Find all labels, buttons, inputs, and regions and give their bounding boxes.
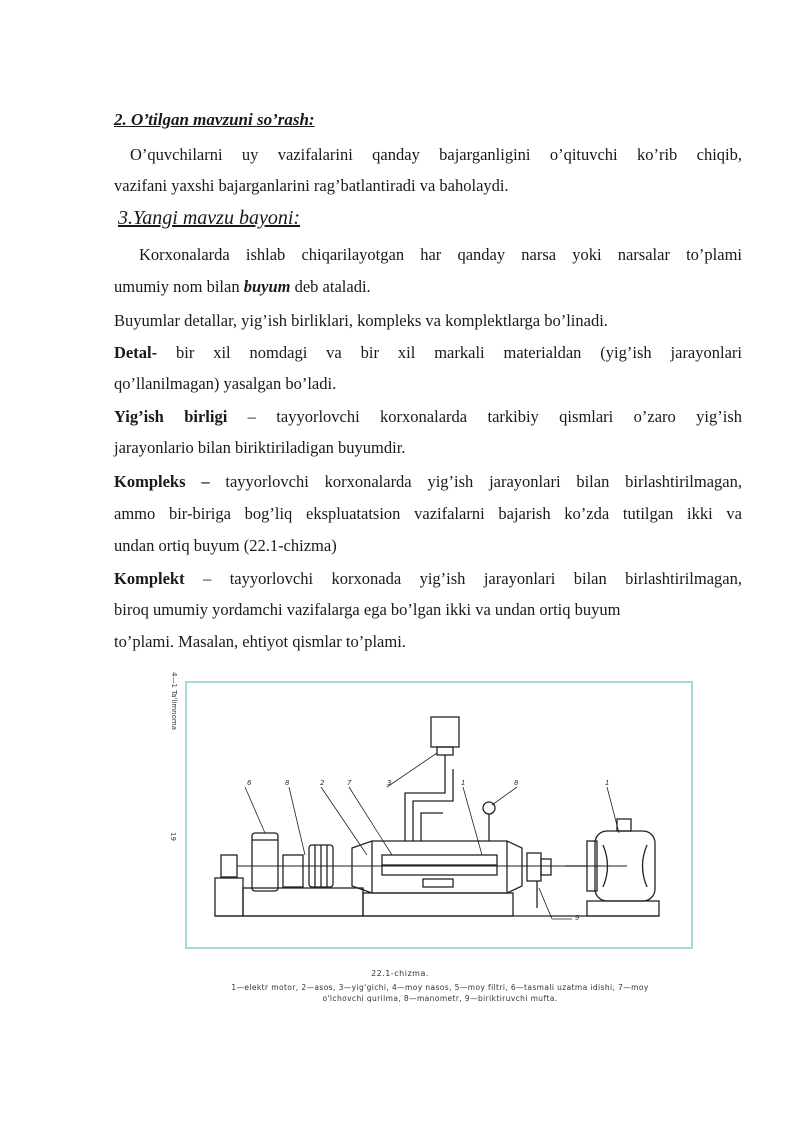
callout-1b: 1 xyxy=(605,779,610,787)
intro-line-1: Korxonalarda ishlab chiqarilayotgan har qanday narsa yoki narsalar to’plami xyxy=(139,245,742,264)
pipe-branch xyxy=(421,813,443,841)
section-3-heading: 3.Yangi mavzu bayoni: xyxy=(118,207,301,229)
figure-caption-line-2: o'lchovchi qurilma, 8—manometr, 9—biriktiruvchi mufta. xyxy=(322,994,558,1003)
top-unit-neck xyxy=(437,747,453,755)
callout-7: 7 xyxy=(347,779,352,787)
term-buyum: buyum xyxy=(243,277,291,296)
base-middle xyxy=(363,893,513,916)
callout-6: 6 xyxy=(247,779,252,787)
top-unit xyxy=(431,717,459,747)
figure-caption-line-1: 1—elektr motor, 2—asos, 3—yig'gichi, 4—moy nasos, 5—moy filtri, 6—tasmali uzatma idishi, 7—moy xyxy=(231,983,649,992)
callout-1a: 1 xyxy=(461,779,466,787)
motor-terminal-box xyxy=(617,819,631,831)
detal-text-1: bir xil nomdagi va bir xil markali materialdan (yig’ish jarayonlari xyxy=(157,343,742,362)
callout-3: 3 xyxy=(387,779,392,787)
yigish-line-1 xyxy=(114,407,742,427)
motor-fin-2 xyxy=(643,845,648,887)
coupling-left xyxy=(221,855,237,877)
leader-8b xyxy=(492,787,517,805)
leader-8a xyxy=(289,787,305,855)
section-2-heading: 2. O’tilgan mavzuni so’rash: xyxy=(114,110,315,129)
pipe-vertical-outer xyxy=(405,769,445,841)
leader-7 xyxy=(349,787,392,855)
yigish-line-2: jarayonlario bilan biriktiriladigan buyumdir. xyxy=(114,438,406,457)
leader-9 xyxy=(539,888,552,919)
callout-2: 2 xyxy=(320,779,325,787)
komplekt-line-1 xyxy=(114,569,742,589)
coupling-hub xyxy=(541,859,551,875)
base-left xyxy=(243,888,363,916)
intro-line-2 xyxy=(114,277,742,297)
left-pedestal xyxy=(215,878,243,916)
term-kompleks: Kompleks – xyxy=(114,472,210,491)
margin-note: 4—1 Ta'limnoma xyxy=(170,672,178,730)
drain-valve xyxy=(423,879,453,887)
bearing-block xyxy=(283,855,303,887)
intro-line-3: Buyumlar detallar, yig’ish birliklari, kompleks va komplektlarga bo’linadi. xyxy=(114,311,608,330)
coupling-right xyxy=(527,853,541,881)
komplekt-line-2: biroq umumiy yordamchi vazifalarga ega bo’lgan ikki va undan ortiq buyum xyxy=(114,600,621,619)
detal-line-1 xyxy=(114,343,742,363)
leader-1b xyxy=(607,787,619,833)
leader-3 xyxy=(387,753,437,787)
term-komplekt: Komplekt xyxy=(114,569,185,588)
margin-page-number: 19 xyxy=(169,832,177,841)
kompleks-line-2: ammo bir-biriga bog’liq ekspluatatsion vazifalarni bajarish ko’zda tutilgan ikki va xyxy=(114,504,742,523)
figure-frame xyxy=(185,681,693,949)
callout-9: 9 xyxy=(575,914,580,922)
callout-8a: 8 xyxy=(285,779,290,787)
kompleks-line-3: undan ortiq buyum (22.1-chizma) xyxy=(114,536,337,555)
yigish-text-1: – tayyorlovchi korxonalarda tarkibiy qismlari o’zaro yig’ish xyxy=(227,407,742,426)
pipe-vertical-inner xyxy=(413,769,453,841)
komplekt-line-3: to’plami. Masalan, ehtiyot qismlar to’plami. xyxy=(114,632,406,651)
term-detal: Detal- xyxy=(114,343,158,362)
term-yigish-birligi: Yig’ish birligi xyxy=(114,407,228,426)
intro-line-2-post: deb ataladi. xyxy=(290,277,371,296)
detal-line-2: qo’llanilmagan) yasalgan bo’ladi. xyxy=(114,374,337,393)
figure-caption-title: 22.1-chizma. xyxy=(371,969,429,978)
kompleks-text-1: tayyorlovchi korxonalarda yig’ish jarayonlari bilan birlashtirilmagan, xyxy=(209,472,742,491)
kompleks-line-1 xyxy=(114,472,742,492)
komplekt-text-1: – tayyorlovchi korxonada yig’ish jarayonlari bilan birlashtirilmagan, xyxy=(184,569,742,588)
motor-base xyxy=(587,901,659,916)
leader-1a xyxy=(463,787,482,855)
callout-8b: 8 xyxy=(514,779,519,787)
intro-line-2-pre: umumiy nom bilan xyxy=(114,277,244,296)
section-2-line-2: vazifani yaxshi bajarganlarini rag’batlantiradi va baholaydi. xyxy=(114,176,509,195)
section-2-line-1: O’quvchilarni uy vazifalarini qanday bajarganligini o’qituvchi ko’rib chiqib, xyxy=(130,145,742,164)
machine-drawing xyxy=(187,683,691,947)
tank xyxy=(252,833,278,891)
leader-6 xyxy=(245,787,265,833)
